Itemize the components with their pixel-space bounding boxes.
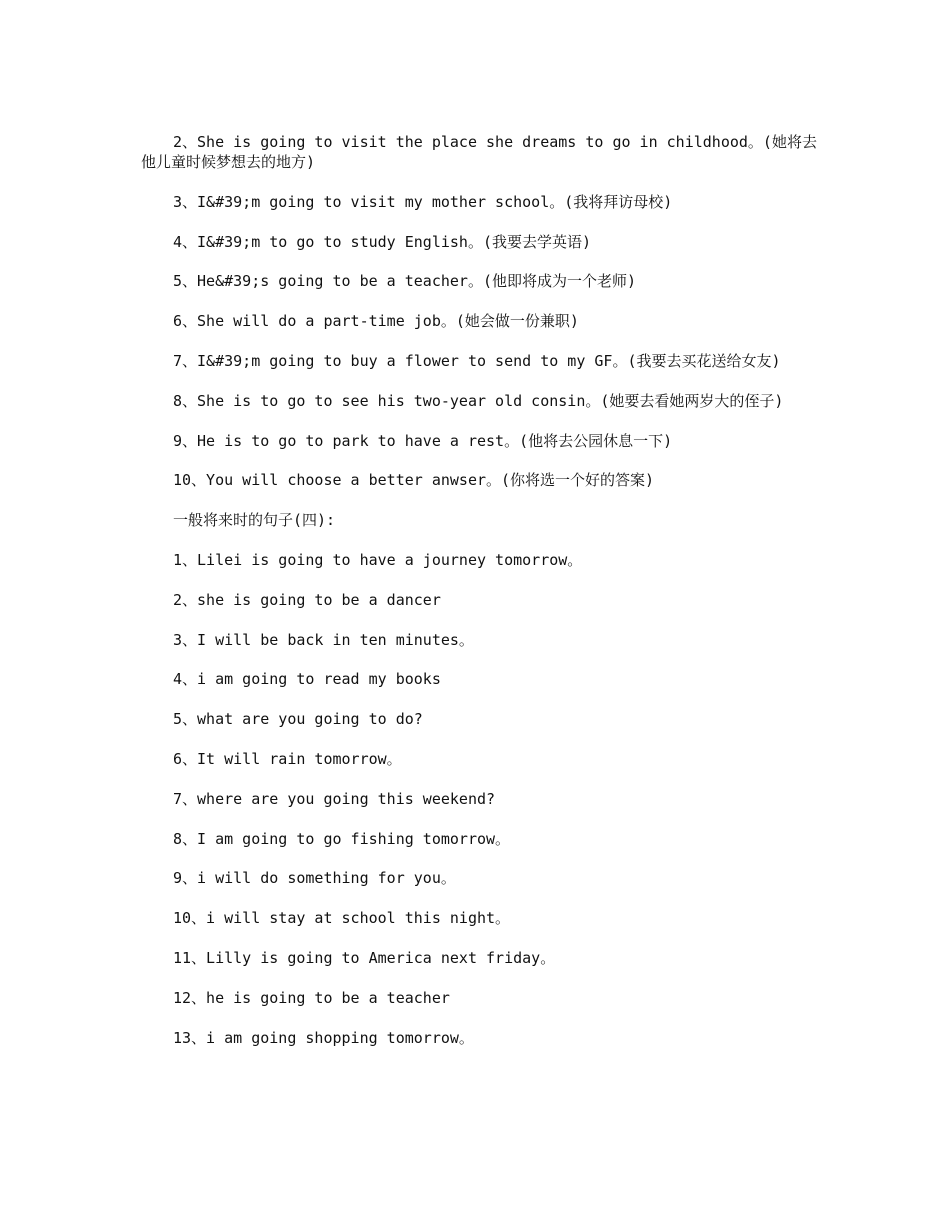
paragraph: 7、where are you going this weekend? (173, 789, 496, 808)
paragraph: 10、You will choose a better anwser。(你将选一个好的答案) (173, 471, 655, 490)
paragraph: 11、Lilly is going to America next friday。 (173, 948, 556, 967)
paragraph: 12、he is going to be a teacher (173, 988, 450, 1007)
document-body (141, 132, 831, 1067)
paragraph: 10、i will stay at school this night。 (173, 909, 511, 928)
paragraph: 13、i am going shopping tomorrow。 (173, 1028, 474, 1047)
paragraph: 5、He&#39;s going to be a teacher。(他即将成为一个老师) (173, 272, 637, 291)
paragraph: 6、She will do a part-time job。(她会做一份兼职) (173, 312, 579, 331)
paragraph: 9、He is to go to park to have a rest。(他将去公园休息一下) (173, 431, 673, 450)
paragraph: 8、I am going to go fishing tomorrow。 (173, 829, 511, 848)
paragraph: 2、She is going to visit the place she dreams to go in childhood。(她将去他儿童时候梦想去的地方) (141, 133, 817, 171)
paragraph: 3、I will be back in ten minutes。 (173, 630, 474, 649)
paragraph: 5、what are you going to do? (173, 710, 423, 729)
paragraph: 1、Lilei is going to have a journey tomorrow。 (173, 550, 583, 569)
paragraph: 4、I&#39;m to go to study English。(我要去学英语) (173, 232, 592, 251)
paragraph: 8、She is to go to see his two-year old consin。(她要去看她两岁大的侄子) (173, 391, 784, 410)
paragraph: 4、i am going to read my books (173, 670, 441, 689)
paragraph: 6、It will rain tomorrow。 (173, 749, 402, 768)
section-heading: 一般将来时的句子(四): (173, 511, 336, 530)
paragraph: 2、she is going to be a dancer (173, 590, 441, 609)
paragraph: 3、I&#39;m going to visit my mother school。(我将拜访母校) (173, 192, 673, 211)
paragraph: 9、i will do something for you。 (173, 869, 456, 888)
paragraph: 7、I&#39;m going to buy a flower to send to my GF。(我要去买花送给女友) (173, 351, 781, 370)
